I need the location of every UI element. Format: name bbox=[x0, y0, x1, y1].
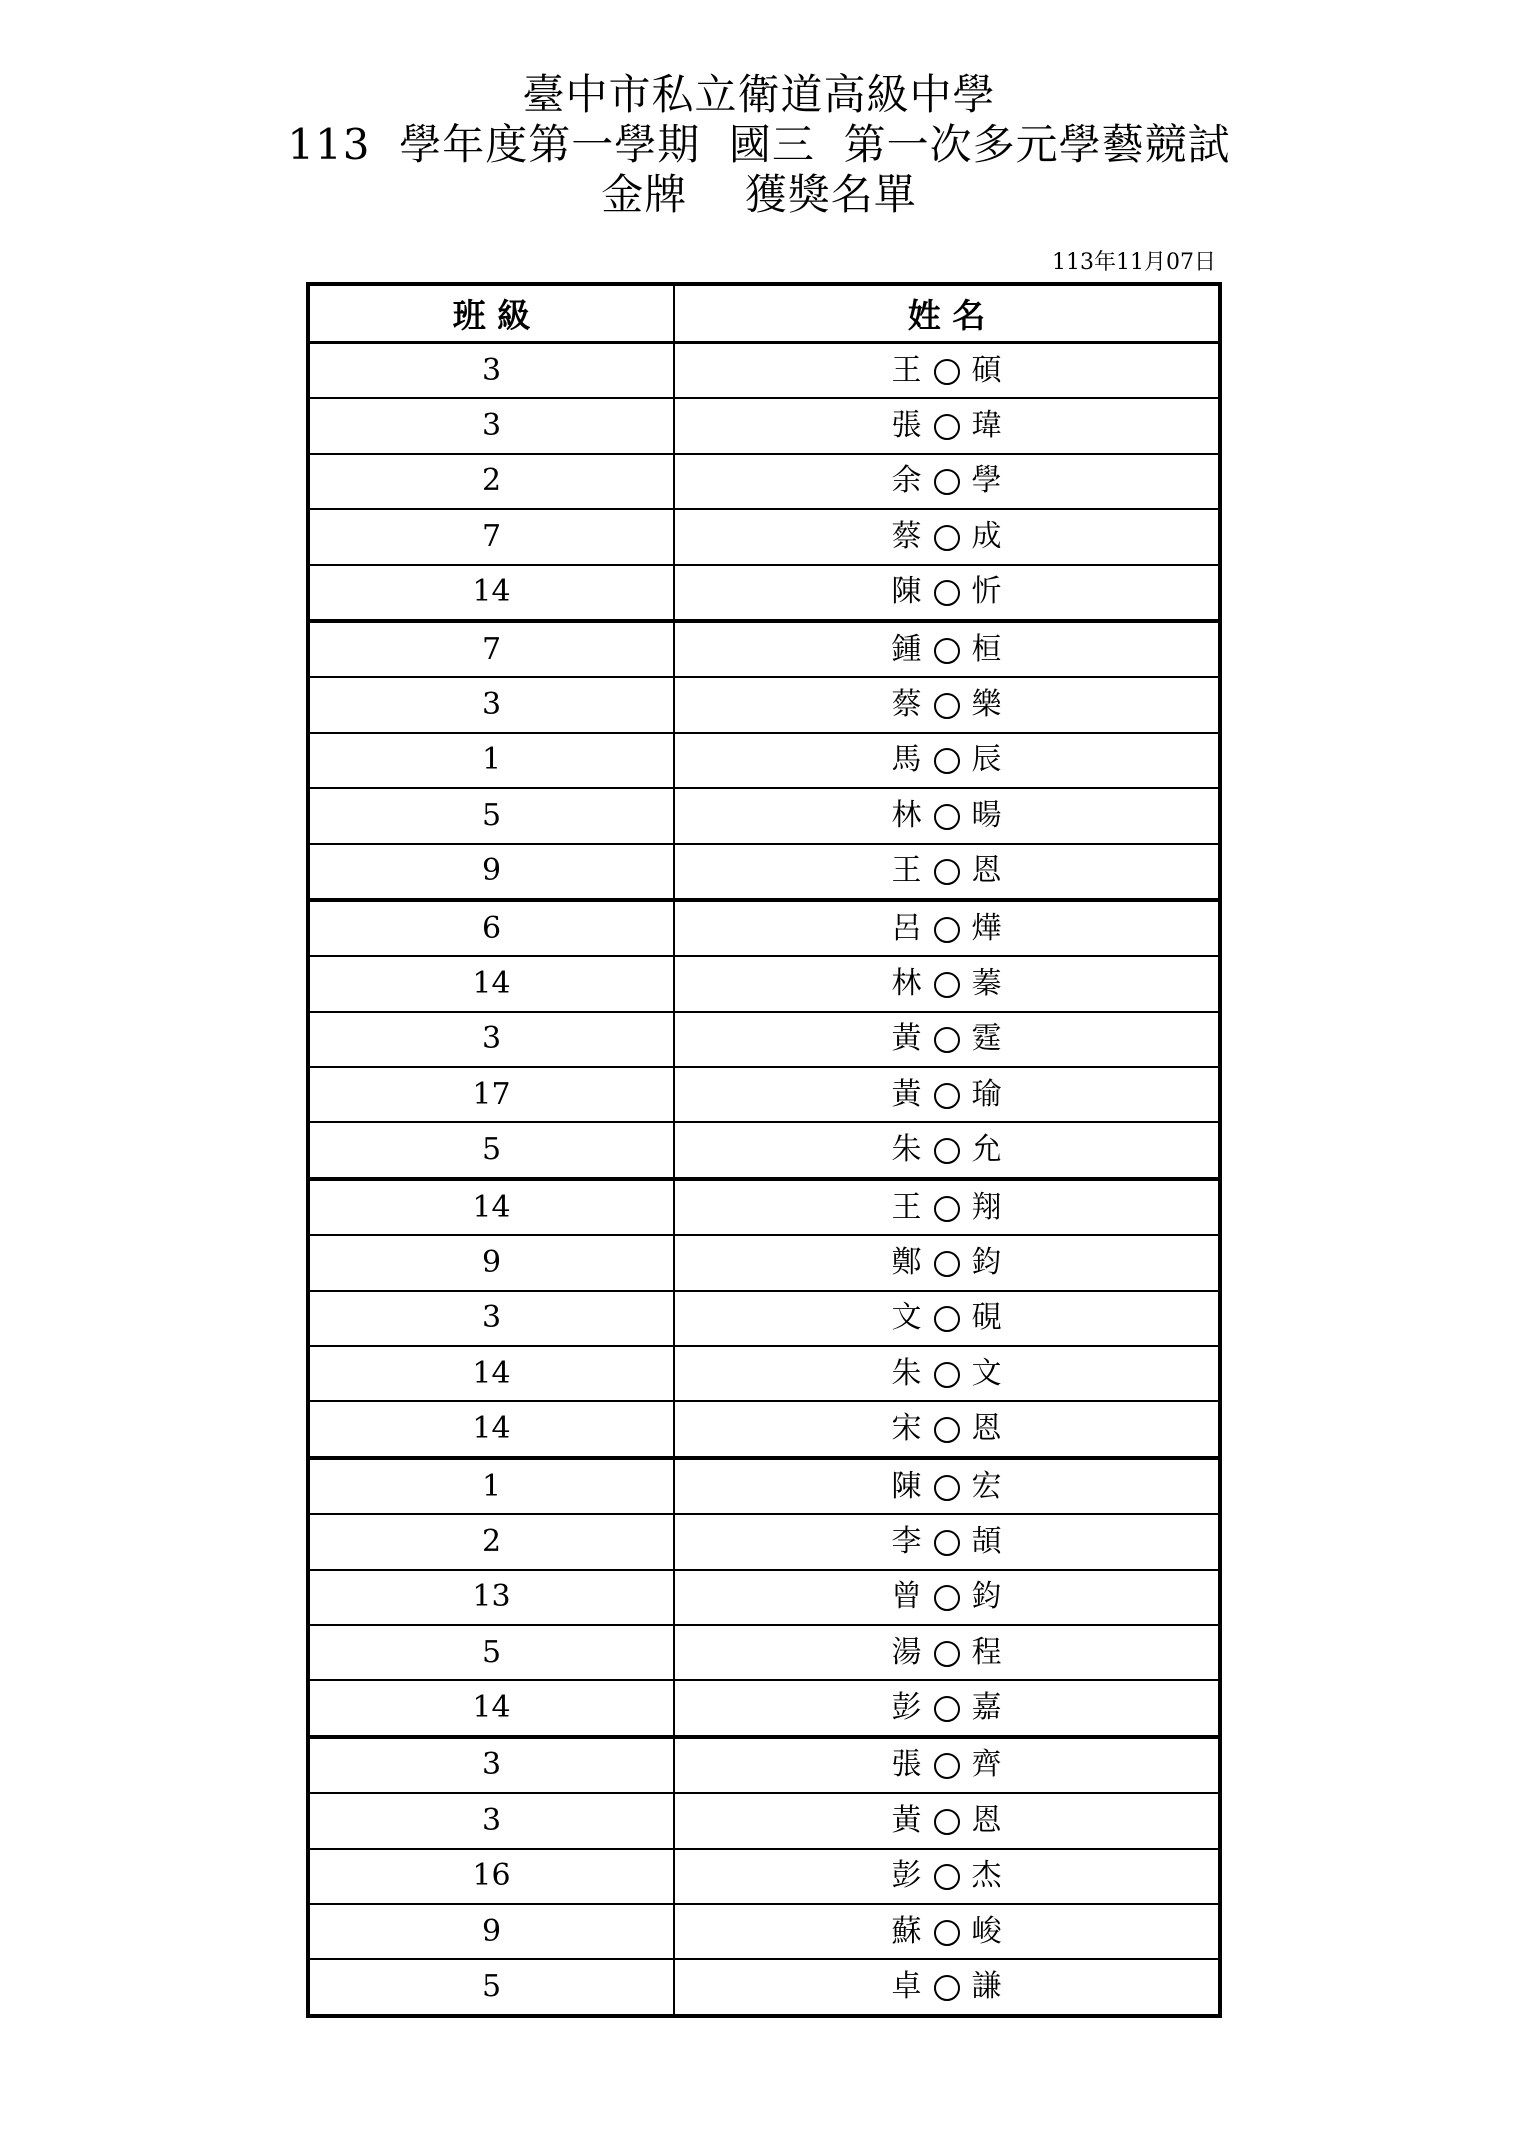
given-name: 峻 bbox=[971, 1913, 1002, 1949]
surname: 朱 bbox=[891, 1132, 922, 1168]
column-header-name: 姓 名 bbox=[674, 284, 1220, 343]
surname: 馬 bbox=[891, 742, 922, 778]
name-cell bbox=[674, 1458, 1220, 1514]
name-cell bbox=[674, 1737, 1220, 1793]
table-row bbox=[308, 1625, 1220, 1680]
masked-character-circle-icon bbox=[934, 1585, 960, 1611]
table-row bbox=[308, 1458, 1220, 1514]
class-cell: 7 bbox=[308, 509, 674, 564]
given-name: 瑜 bbox=[971, 1076, 1002, 1112]
surname: 林 bbox=[891, 965, 922, 1001]
class-cell: 5 bbox=[308, 788, 674, 843]
surname: 卓 bbox=[891, 1969, 922, 2005]
name-cell bbox=[674, 1793, 1220, 1848]
class-cell: 14 bbox=[308, 1179, 674, 1235]
name-cell bbox=[674, 1291, 1220, 1346]
publish-date: 113年11月07日 bbox=[1052, 250, 1216, 275]
table-header-row bbox=[308, 284, 1220, 343]
class-cell: 3 bbox=[308, 343, 674, 399]
class-cell: 3 bbox=[308, 1793, 674, 1848]
surname: 蔡 bbox=[891, 518, 922, 554]
name-cell bbox=[674, 1067, 1220, 1122]
given-name: 樂 bbox=[971, 687, 1002, 723]
class-cell: 5 bbox=[308, 1625, 674, 1680]
surname: 文 bbox=[891, 1300, 922, 1336]
given-name: 程 bbox=[971, 1634, 1002, 1670]
class-cell: 14 bbox=[308, 1346, 674, 1401]
masked-character-circle-icon bbox=[934, 917, 960, 943]
table-row bbox=[308, 1012, 1220, 1067]
given-name: 鈞 bbox=[971, 1244, 1002, 1280]
name-cell bbox=[674, 956, 1220, 1011]
class-cell: 9 bbox=[308, 1904, 674, 1959]
award-table bbox=[306, 282, 1222, 2018]
surname: 王 bbox=[891, 1189, 922, 1225]
given-name: 忻 bbox=[971, 574, 1002, 610]
surname: 陳 bbox=[891, 574, 922, 610]
surname: 黃 bbox=[891, 1021, 922, 1057]
name-cell bbox=[674, 1959, 1220, 2015]
name-cell bbox=[674, 454, 1220, 509]
name-cell bbox=[674, 733, 1220, 788]
surname: 蔡 bbox=[891, 687, 922, 723]
table-row bbox=[308, 788, 1220, 843]
given-name: 宏 bbox=[971, 1468, 1002, 1504]
surname: 湯 bbox=[891, 1634, 922, 1670]
surname: 彭 bbox=[891, 1690, 922, 1726]
class-cell: 7 bbox=[308, 621, 674, 677]
table-row bbox=[308, 565, 1220, 621]
given-name: 蓁 bbox=[971, 965, 1002, 1001]
table-row bbox=[308, 844, 1220, 900]
masked-character-circle-icon bbox=[934, 580, 960, 606]
class-cell: 14 bbox=[308, 565, 674, 621]
surname: 曾 bbox=[891, 1579, 922, 1615]
table-row bbox=[308, 343, 1220, 399]
name-cell bbox=[674, 1401, 1220, 1457]
school-name: 臺中市私立衛道高級中學 bbox=[522, 70, 996, 119]
surname: 王 bbox=[891, 853, 922, 889]
masked-character-circle-icon bbox=[934, 1138, 960, 1164]
masked-character-circle-icon bbox=[934, 693, 960, 719]
table-row bbox=[308, 1179, 1220, 1235]
table-row bbox=[308, 956, 1220, 1011]
masked-character-circle-icon bbox=[934, 1196, 960, 1222]
class-cell: 3 bbox=[308, 1737, 674, 1793]
masked-character-circle-icon bbox=[934, 1696, 960, 1722]
given-name: 頡 bbox=[971, 1523, 1002, 1559]
surname: 蘇 bbox=[891, 1913, 922, 1949]
given-name: 瑋 bbox=[971, 408, 1002, 444]
given-name: 鈞 bbox=[971, 1579, 1002, 1615]
masked-character-circle-icon bbox=[934, 1975, 960, 2001]
table-body bbox=[308, 343, 1220, 2016]
masked-character-circle-icon bbox=[934, 414, 960, 440]
table-row bbox=[308, 900, 1220, 956]
class-cell: 3 bbox=[308, 677, 674, 732]
given-name: 學 bbox=[971, 463, 1002, 499]
given-name: 暘 bbox=[971, 797, 1002, 833]
name-cell bbox=[674, 1680, 1220, 1736]
surname: 鍾 bbox=[891, 631, 922, 667]
table-row bbox=[308, 1067, 1220, 1122]
class-cell: 14 bbox=[308, 1680, 674, 1736]
given-name: 辰 bbox=[971, 742, 1002, 778]
given-name: 恩 bbox=[971, 1411, 1002, 1447]
class-cell: 1 bbox=[308, 733, 674, 788]
class-cell: 1 bbox=[308, 1458, 674, 1514]
name-cell bbox=[674, 621, 1220, 677]
table-row bbox=[308, 1570, 1220, 1625]
surname: 彭 bbox=[891, 1858, 922, 1894]
given-name: 成 bbox=[971, 518, 1002, 554]
surname: 朱 bbox=[891, 1355, 922, 1391]
surname: 黃 bbox=[891, 1076, 922, 1112]
class-cell: 6 bbox=[308, 900, 674, 956]
table-row bbox=[308, 1291, 1220, 1346]
column-header-class: 班 級 bbox=[308, 284, 674, 343]
class-cell: 3 bbox=[308, 1012, 674, 1067]
class-cell: 2 bbox=[308, 454, 674, 509]
name-cell bbox=[674, 565, 1220, 621]
masked-character-circle-icon bbox=[934, 638, 960, 664]
name-cell bbox=[674, 1570, 1220, 1625]
masked-character-circle-icon bbox=[934, 1251, 960, 1277]
table-row bbox=[308, 1737, 1220, 1793]
name-cell bbox=[674, 677, 1220, 732]
masked-character-circle-icon bbox=[934, 1864, 960, 1890]
name-cell bbox=[674, 1346, 1220, 1401]
name-cell bbox=[674, 788, 1220, 843]
class-cell: 14 bbox=[308, 1401, 674, 1457]
masked-character-circle-icon bbox=[934, 525, 960, 551]
table-row bbox=[308, 1849, 1220, 1904]
surname: 余 bbox=[891, 463, 922, 499]
surname: 鄭 bbox=[891, 1244, 922, 1280]
table-row bbox=[308, 509, 1220, 564]
given-name: 硯 bbox=[971, 1300, 1002, 1336]
masked-character-circle-icon bbox=[934, 1920, 960, 1946]
document-header bbox=[0, 70, 1518, 220]
masked-character-circle-icon bbox=[934, 1641, 960, 1667]
masked-character-circle-icon bbox=[934, 1809, 960, 1835]
name-cell bbox=[674, 1012, 1220, 1067]
masked-character-circle-icon bbox=[934, 1417, 960, 1443]
name-cell bbox=[674, 343, 1220, 399]
name-cell bbox=[674, 1179, 1220, 1235]
name-cell bbox=[674, 1122, 1220, 1178]
surname: 宋 bbox=[891, 1411, 922, 1447]
class-cell: 17 bbox=[308, 1067, 674, 1122]
masked-character-circle-icon bbox=[934, 1475, 960, 1501]
name-cell bbox=[674, 1904, 1220, 1959]
table-row bbox=[308, 1346, 1220, 1401]
table-row bbox=[308, 1959, 1220, 2015]
class-cell: 3 bbox=[308, 398, 674, 453]
table-row bbox=[308, 398, 1220, 453]
given-name: 嘉 bbox=[971, 1690, 1002, 1726]
given-name: 允 bbox=[971, 1132, 1002, 1168]
masked-character-circle-icon bbox=[934, 859, 960, 885]
table-row bbox=[308, 1401, 1220, 1457]
competition-title: 113 學年度第一學期 國三 第一次多元學藝競試 bbox=[287, 120, 1231, 169]
surname: 林 bbox=[891, 797, 922, 833]
class-cell: 13 bbox=[308, 1570, 674, 1625]
surname: 張 bbox=[891, 1747, 922, 1783]
name-cell bbox=[674, 398, 1220, 453]
name-cell bbox=[674, 1849, 1220, 1904]
masked-character-circle-icon bbox=[934, 748, 960, 774]
name-cell bbox=[674, 509, 1220, 564]
class-cell: 5 bbox=[308, 1122, 674, 1178]
table-row bbox=[308, 1793, 1220, 1848]
surname: 張 bbox=[891, 408, 922, 444]
class-cell: 14 bbox=[308, 956, 674, 1011]
table-row bbox=[308, 1680, 1220, 1736]
class-cell: 2 bbox=[308, 1514, 674, 1569]
given-name: 桓 bbox=[971, 631, 1002, 667]
name-cell bbox=[674, 1514, 1220, 1569]
masked-character-circle-icon bbox=[934, 804, 960, 830]
given-name: 霆 bbox=[971, 1021, 1002, 1057]
surname: 呂 bbox=[891, 910, 922, 946]
table-row bbox=[308, 733, 1220, 788]
class-cell: 3 bbox=[308, 1291, 674, 1346]
given-name: 謙 bbox=[971, 1969, 1002, 2005]
given-name: 恩 bbox=[971, 1802, 1002, 1838]
name-cell bbox=[674, 1625, 1220, 1680]
class-cell: 16 bbox=[308, 1849, 674, 1904]
given-name: 杰 bbox=[971, 1858, 1002, 1894]
table-row bbox=[308, 1514, 1220, 1569]
given-name: 碩 bbox=[971, 352, 1002, 388]
given-name: 燁 bbox=[971, 910, 1002, 946]
name-cell bbox=[674, 900, 1220, 956]
surname: 陳 bbox=[891, 1468, 922, 1504]
class-cell: 9 bbox=[308, 1235, 674, 1290]
name-cell bbox=[674, 1235, 1220, 1290]
class-cell: 5 bbox=[308, 1959, 674, 2015]
masked-character-circle-icon bbox=[934, 1753, 960, 1779]
table-row bbox=[308, 454, 1220, 509]
table-row bbox=[308, 621, 1220, 677]
surname: 王 bbox=[891, 352, 922, 388]
given-name: 翔 bbox=[971, 1189, 1002, 1225]
masked-character-circle-icon bbox=[934, 1362, 960, 1388]
masked-character-circle-icon bbox=[934, 1027, 960, 1053]
table-row bbox=[308, 1904, 1220, 1959]
given-name: 文 bbox=[971, 1355, 1002, 1391]
award-list-title: 金牌 獲獎名單 bbox=[601, 170, 917, 219]
name-cell bbox=[674, 844, 1220, 900]
table-row bbox=[308, 677, 1220, 732]
masked-character-circle-icon bbox=[934, 1306, 960, 1332]
surname: 李 bbox=[891, 1523, 922, 1559]
surname: 黃 bbox=[891, 1802, 922, 1838]
masked-character-circle-icon bbox=[934, 1083, 960, 1109]
given-name: 齊 bbox=[971, 1747, 1002, 1783]
table-row bbox=[308, 1122, 1220, 1178]
masked-character-circle-icon bbox=[934, 1530, 960, 1556]
masked-character-circle-icon bbox=[934, 469, 960, 495]
class-cell: 9 bbox=[308, 844, 674, 900]
given-name: 恩 bbox=[971, 853, 1002, 889]
table-row bbox=[308, 1235, 1220, 1290]
masked-character-circle-icon bbox=[934, 972, 960, 998]
masked-character-circle-icon bbox=[934, 359, 960, 385]
